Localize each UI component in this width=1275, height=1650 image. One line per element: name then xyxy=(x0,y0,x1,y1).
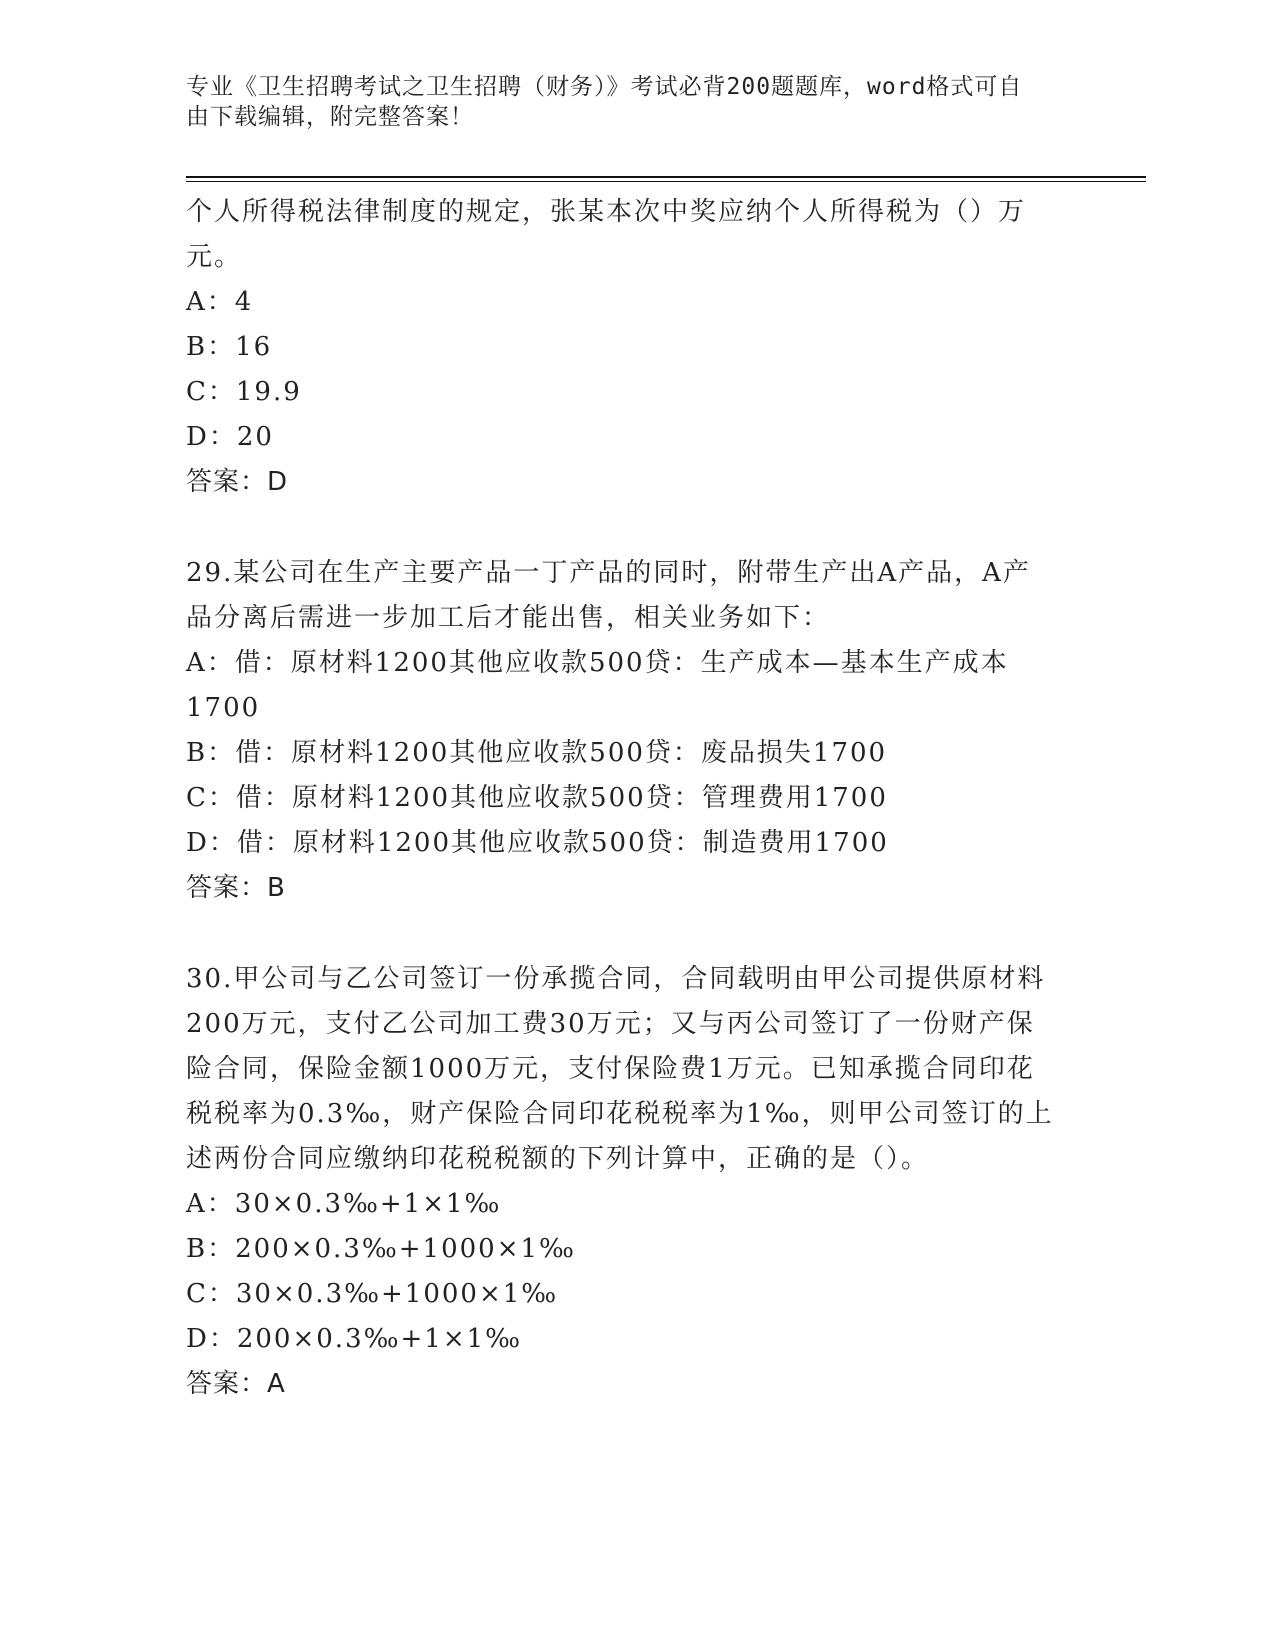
q29-option-d: D：借：原材料1200其他应收款500贷：制造费用1700 xyxy=(186,828,889,858)
q30-stem-line-3: 险合同，保险金额1000万元，支付保险费1万元。已知承揽合同印花 xyxy=(186,1054,1035,1084)
header-title-line-1: 专业《卫生招聘考试之卫生招聘（财务）》考试必背200题题库，word格式可自 xyxy=(186,74,1023,100)
q30-option-c: C：30×0.3‰+1000×1‰ xyxy=(186,1279,559,1309)
q30-option-b: B：200×0.3‰+1000×1‰ xyxy=(186,1234,576,1264)
q29-option-c: C：借：原材料1200其他应收款500贷：管理费用1700 xyxy=(186,783,888,813)
q29-option-a-line-2: 1700 xyxy=(186,693,261,723)
q29-option-a-line-1: A：借：原材料1200其他应收款500贷：生产成本—基本生产成本 xyxy=(186,648,1009,678)
q28-stem-line-2: 元。 xyxy=(186,242,243,272)
question-spacer xyxy=(186,505,1086,551)
q29-option-b: B：借：原材料1200其他应收款500贷：废品损失1700 xyxy=(186,738,888,768)
q29-stem-line-1: 29.某公司在生产主要产品一丁产品的同时，附带生产出A产品，A产 xyxy=(186,558,1031,588)
document-header xyxy=(186,72,1066,132)
header-divider-thick xyxy=(186,176,1146,178)
q30-stem-line-1: 30.甲公司与乙公司签订一份承揽合同，合同载明由甲公司提供原材料 xyxy=(186,964,1046,994)
q28-option-a: A：4 xyxy=(186,287,254,317)
q30-stem-line-2: 200万元，支付乙公司加工费30万元；又与丙公司签订了一份财产保 xyxy=(186,1009,1035,1039)
q30-option-d: D：200×0.3‰+1×1‰ xyxy=(186,1324,523,1354)
q30-stem-line-5: 述两份合同应缴纳印花税税额的下列计算中，正确的是（）。 xyxy=(186,1144,930,1174)
q28-option-c: C：19.9 xyxy=(186,377,302,407)
q29-stem-line-2: 品分离后需进一步加工后才能出售，相关业务如下： xyxy=(186,603,831,633)
q30-option-a: A：30×0.3‰+1×1‰ xyxy=(186,1189,502,1219)
q28-option-b: B：16 xyxy=(186,332,273,362)
q28-answer: 答案：D xyxy=(186,467,289,497)
q29-answer: 答案：B xyxy=(186,873,286,903)
q30-stem-line-4: 税税率为0.3‰，财产保险合同印花税税率为1‰，则甲公司签订的上 xyxy=(186,1099,1054,1129)
header-divider-thin xyxy=(186,181,1146,182)
question-spacer xyxy=(186,911,1086,957)
q28-stem-line-1: 个人所得税法律制度的规定，张某本次中奖应纳个人所得税为（）万 xyxy=(186,197,1027,227)
q28-option-d: D：20 xyxy=(186,422,274,452)
q30-answer: 答案：A xyxy=(186,1369,286,1399)
header-title-line-2: 由下载编辑，附完整答案！ xyxy=(186,104,474,130)
question-content xyxy=(186,190,1086,1407)
